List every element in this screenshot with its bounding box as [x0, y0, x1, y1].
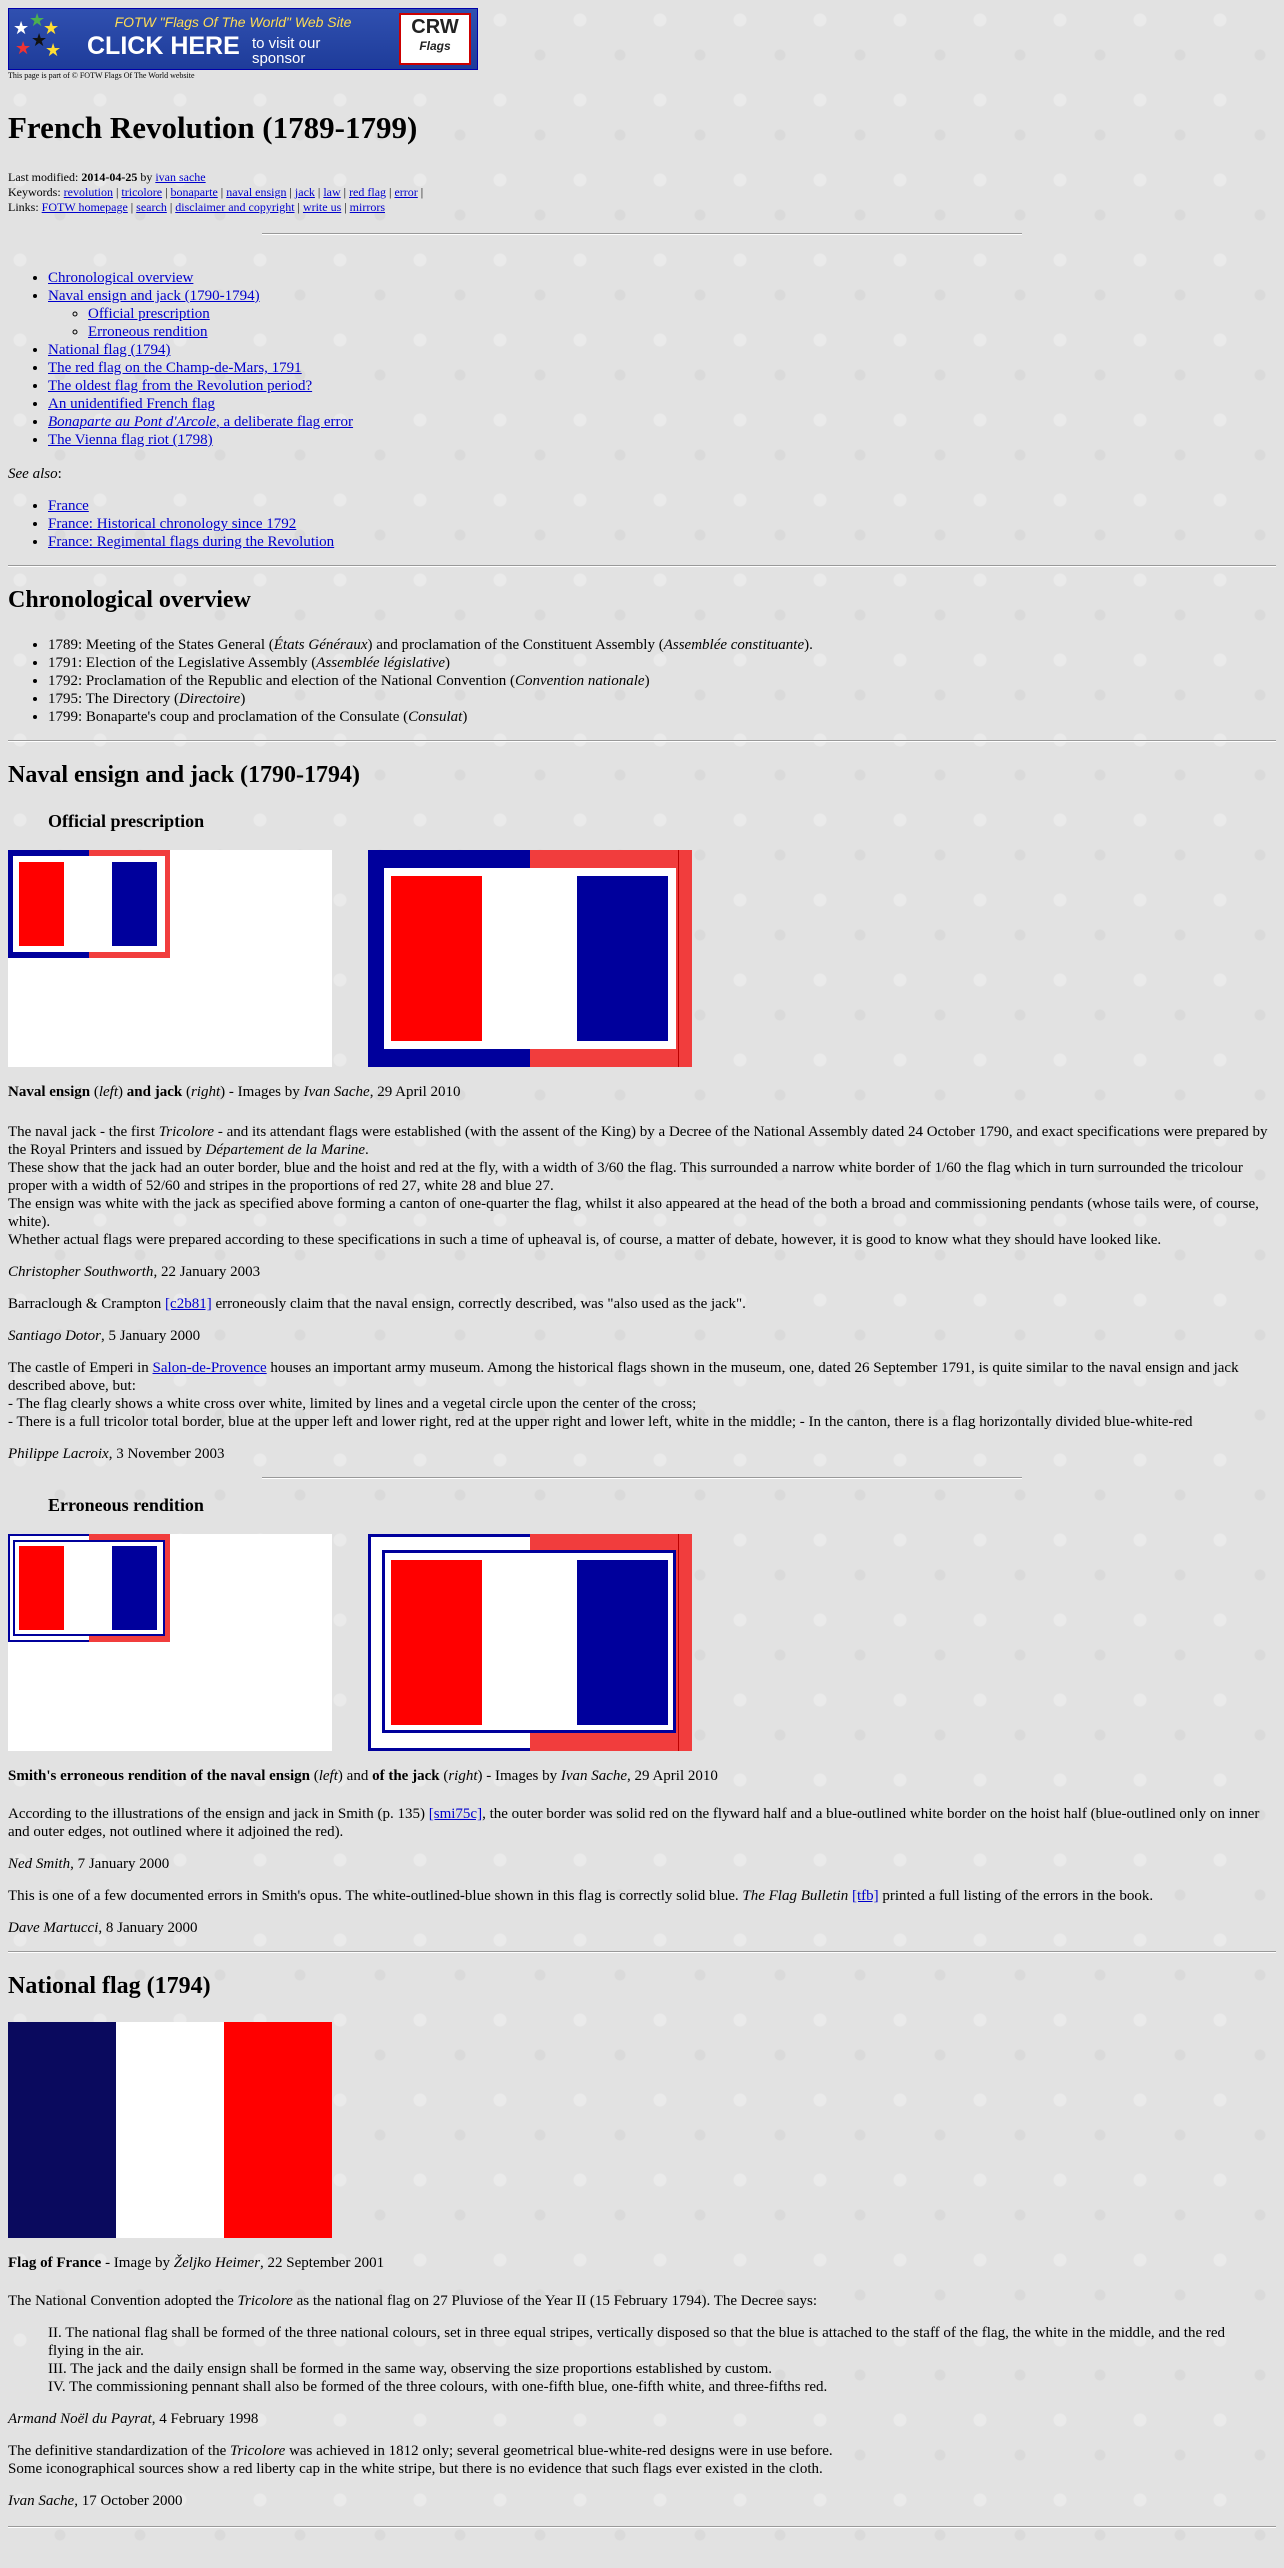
see-also-link-regimental[interactable]: France: Regimental flags during the Revolution [48, 534, 335, 550]
decree-quote: II. The national flag shall be formed of the three national colours, set in three equal stripes, vertically disposed so that the blue is attached to the staff of the flag, the white in the middle, and the red flying in the air. III. The jack and the daily ensign shall be formed in the same way, observing the size proportions established by custom. IV. The commissioning pennant shall also be formed of the three colours, with one-fifth blue, one-fifth white, and three-fifths red. [48, 2325, 1226, 2395]
fotw-homepage-link[interactable]: FOTW homepage [41, 200, 128, 214]
subheading-official-prescription: Official prescription [48, 811, 205, 831]
signature: Philippe Lacroix, 3 November 2003 [8, 1446, 225, 1462]
keyword-link[interactable]: naval ensign [226, 185, 287, 199]
national-flag-image [8, 2022, 1276, 2238]
mirrors-link[interactable]: mirrors [349, 200, 385, 214]
keyword-link[interactable]: law [323, 185, 341, 199]
author-link[interactable]: ivan sache [155, 170, 206, 184]
links-line: Links: FOTW homepage | search | disclaimer and copyright | write us | mirrors [8, 200, 385, 214]
salon-de-provence-link[interactable]: Salon-de-Provence [152, 1360, 267, 1376]
section-heading-naval: Naval ensign and jack (1790-1794) [8, 762, 361, 788]
banner-tagline: FOTW "Flags Of The World" Web Site [114, 14, 352, 31]
keyword-link[interactable]: red flag [349, 185, 387, 199]
toc-link-unidentified-flag[interactable]: An unidentified French flag [48, 396, 216, 412]
see-also-list [8, 497, 1276, 551]
toc-link-naval-ensign[interactable]: Naval ensign and jack (1790-1794) [48, 288, 260, 304]
keyword-link[interactable]: error [394, 185, 418, 199]
keyword-link[interactable]: jack [294, 185, 315, 199]
toc-link-vienna-riot[interactable]: The Vienna flag riot (1798) [48, 432, 213, 448]
toc-link-oldest-flag[interactable]: The oldest flag from the Revolution period? [48, 378, 313, 394]
paragraph: Barraclough & Crampton [c2b81] erroneously claim that the naval ensign, correctly described, was "also used as the jack". [8, 1296, 746, 1312]
banner-click-here: CLICK HERE [87, 32, 240, 61]
signature: Christopher Southworth, 22 January 2003 [8, 1264, 261, 1280]
divider [262, 1477, 1023, 1479]
signature: Ned Smith, 7 January 2000 [8, 1856, 170, 1872]
chronology-list [8, 636, 1276, 726]
official-caption: Naval ensign (left) and jack (right) - Images by Ivan Sache, 29 April 2010 [8, 1084, 461, 1100]
reference-link-smi75c[interactable]: [smi75c] [428, 1806, 483, 1822]
national-caption: Flag of France - Image by Željko Heimer, 22 September 2001 [8, 2255, 385, 2271]
list-item: • 1789: Meeting of the States General (États Généraux) and proclamation of the Constituent Assembly (Assemblée constituante). [48, 636, 1276, 654]
divider [8, 565, 1276, 567]
search-link[interactable]: search [136, 200, 167, 214]
toc-link-erroneous-rendition[interactable]: Erroneous rendition [88, 324, 208, 340]
toc-link-chronological-overview[interactable]: Chronological overview [48, 270, 194, 286]
divider [8, 1951, 1276, 1953]
naval-jack-image [368, 850, 692, 1067]
paragraph: This is one of a few documented errors in Smith's opus. The white-outlined-blue shown in this flag is correctly solid blue. The Flag Bulletin [tfb] printed a full listing of the errors in the book. [8, 1888, 1154, 1904]
smith-jack-image [368, 1534, 692, 1751]
paragraph: The National Convention adopted the Tricolore as the national flag on 27 Pluviose of the Year II (15 February 1794). The Decree says: [8, 2293, 818, 2309]
signature: Armand Noël du Payrat, 4 February 1998 [8, 2411, 259, 2427]
site-notice: This page is part of © FOTW Flags Of The World website [8, 71, 195, 80]
signature: Santiago Dotor, 5 January 2000 [8, 1328, 201, 1344]
naval-ensign-image [8, 850, 332, 1067]
page-meta [8, 170, 1276, 215]
subheading-erroneous-rendition: Erroneous rendition [48, 1495, 204, 1515]
toc-link-official-prescription[interactable]: Official prescription [88, 306, 210, 322]
table-of-contents [8, 269, 1276, 449]
reference-link-tfb[interactable]: [tfb] [851, 1888, 879, 1904]
disclaimer-link[interactable]: disclaimer and copyright [175, 200, 295, 214]
divider [262, 233, 1023, 235]
section-heading-national-flag: National flag (1794) [8, 1973, 211, 1999]
paragraph: The definitive standardization of the Tricolore was achieved in 1812 only; several geometrical blue-white-red designs were in use before. Some iconographical sources show a red liberty cap in the white stripe, but there is no evidence that such flags ever existed in the cloth. [8, 2443, 833, 2477]
erroneous-caption: Smith's erroneous rendition of the naval ensign (left) and of the jack (right) - Images by Ivan Sache, 29 April 2010 [8, 1768, 718, 1784]
smith-ensign-image [8, 1534, 332, 1751]
list-item: • 1795: The Directory (Directoire) [48, 690, 1276, 708]
see-also-label: See also: [8, 466, 62, 482]
paragraph: The castle of Emperi in Salon-de-Provence houses an important army museum. Among the historical flags shown in the museum, one, dated 26 September 1791, is quite similar to the naval ensign and jack described above, but: - The flag clearly shows a white cross over white, limited by lines and a vegetal circle upon the center of the cross; - There is a full tricolor total border, blue at the upper left and lower right, red at the upper right and lower left, white in the middle; - In the canton, there is a flag horizontally divided blue-white-red [8, 1360, 1239, 1430]
keyword-link[interactable]: bonaparte [170, 185, 218, 199]
divider [8, 740, 1276, 742]
signature: Ivan Sache, 17 October 2000 [8, 2493, 183, 2509]
erroneous-flag-images [8, 1534, 1276, 1751]
see-also-link-france[interactable]: France [48, 498, 89, 514]
official-description: The naval jack - the first Tricolore - and its attendant flags were established (with the assent of the King) by a Decree of the National Assembly dated 24 October 1790, and exact specifications were prepared by the Royal Printers and issued by Département de la Marine. These show that the jack had an outer border, blue and the hoist and red at the fly, with a width of 3/60 the flag. This surrounded a narrow white border of 1/60 the flag which in turn surrounded the tricolour proper with a width of 52/60 and stripes in the proportions of red 27, white 28 and blue 27. The ensign was white with the jack as specified above forming a canton of one-quarter the flag, whilst it also appeared at the head of the both a broad and commissioning pendants (whose tails were, of course, white). Whether actual flags were prepared according to these specifications in such a time of upheaval is, of course, a matter of debate, however, it is good to know what they should have looked like. [8, 1124, 1268, 1248]
stars-icon: ★ ★ ★ ★ ★ ★ [13, 10, 62, 60]
crw-flags-logo: CRW Flags [399, 13, 471, 65]
divider [8, 2526, 1276, 2528]
official-flag-images [8, 850, 1276, 1067]
section-heading-chronology: Chronological overview [8, 587, 251, 613]
last-modified-line: Last modified: 2014-04-25 by ivan sache [8, 170, 206, 184]
toc-link-red-flag[interactable]: The red flag on the Champ-de-Mars, 1791 [48, 360, 302, 376]
write-us-link[interactable]: write us [302, 200, 342, 214]
see-also-link-chronology[interactable]: France: Historical chronology since 1792 [48, 516, 297, 532]
list-item: • 1792: Proclamation of the Republic and election of the National Convention (Convention nationale) [48, 672, 1276, 690]
list-item: • 1791: Election of the Legislative Assembly (Assemblée législative) [48, 654, 1276, 672]
sponsor-banner[interactable] [8, 8, 478, 70]
keyword-link[interactable]: tricolore [121, 185, 163, 199]
list-item: • 1799: Bonaparte's coup and proclamation of the Consulate (Consulat) [48, 708, 1276, 726]
reference-link-c2b81[interactable]: [c2b81] [165, 1296, 212, 1312]
toc-link-national-flag[interactable]: National flag (1794) [48, 342, 171, 358]
keyword-link[interactable]: revolution [63, 185, 113, 199]
keywords-line: Keywords: revolution | tricolore | bonaparte | naval ensign | jack | law | red flag | error | [8, 185, 424, 199]
signature: Dave Martucci, 8 January 2000 [8, 1920, 198, 1936]
paragraph: According to the illustrations of the ensign and jack in Smith (p. 135) [smi75c], the outer border was solid red on the flyward half and a blue-outlined white border on the hoist half (blue-outlined only on inner and outer edges, not outlined where it adjoined the red). [8, 1806, 1260, 1840]
toc-link-bonaparte[interactable]: Bonaparte au Pont d'Arcole, a deliberate flag error [48, 414, 354, 430]
banner-visit: to visit our sponsor [251, 34, 321, 67]
page-title: French Revolution (1789-1799) [8, 110, 418, 145]
